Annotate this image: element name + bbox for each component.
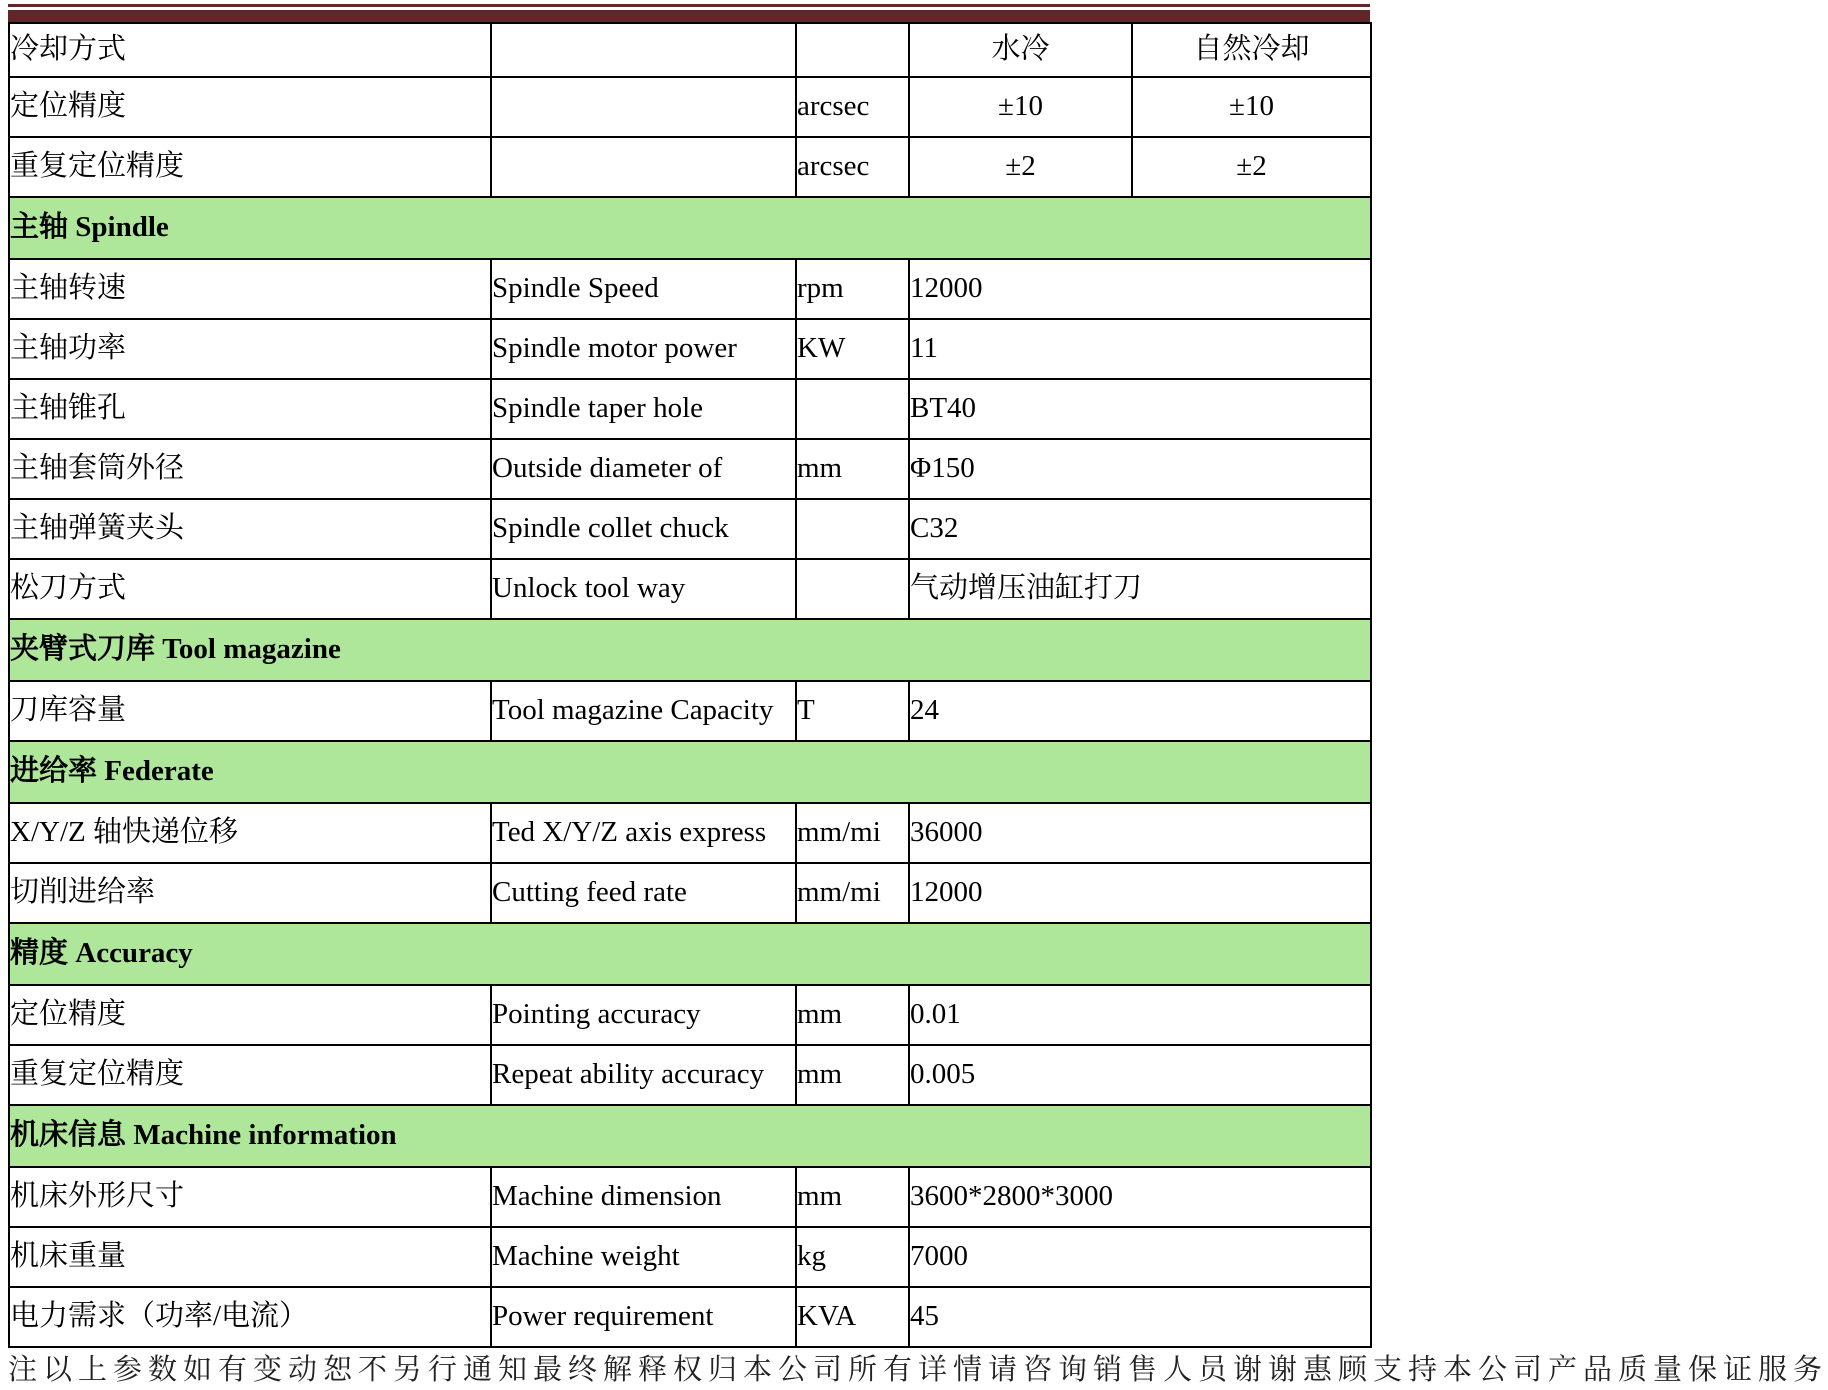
table-row [9,985,1371,1045]
spec-value: 36000 [909,803,1371,863]
spec-name-en [491,137,796,197]
spec-name-en: Spindle motor power [491,319,796,379]
spec-name-cn: 主轴转速 [9,259,491,319]
spec-value: 45 [909,1287,1371,1347]
spec-name-cn: 主轴锥孔 [9,379,491,439]
table-row [9,863,1371,923]
spec-unit: mm [796,1045,909,1105]
table-row [9,1045,1371,1105]
spec-name-cn: 机床重量 [9,1227,491,1287]
spec-unit [796,499,909,559]
top-rule-thick [8,10,1370,22]
spec-unit [796,23,909,77]
spec-name-cn: 切削进给率 [9,863,491,923]
spec-value: Φ150 [909,439,1371,499]
table-row [9,23,1371,77]
spec-name-en: Spindle Speed [491,259,796,319]
spec-name-en [491,23,796,77]
table-row [9,77,1371,137]
spec-unit: mm/mi [796,803,909,863]
section-header-row [9,923,1371,985]
section-header-federate: 进给率 Federate [9,741,1371,803]
spec-value: 12000 [909,259,1371,319]
spec-unit: KVA [796,1287,909,1347]
section-header-row [9,197,1371,259]
spec-name-en: Ted X/Y/Z axis express [491,803,796,863]
spec-name-en: Machine dimension [491,1167,796,1227]
spec-unit [796,559,909,619]
table-row [9,803,1371,863]
spec-value: 0.01 [909,985,1371,1045]
spec-unit: mm [796,985,909,1045]
section-header-spindle: 主轴 Spindle [9,197,1371,259]
spec-name-cn: 电力需求（功率/电流） [9,1287,491,1347]
spec-name-cn: 主轴套筒外径 [9,439,491,499]
spec-value: 7000 [909,1227,1371,1287]
spec-value-natural-cooling: 自然冷却 [1132,23,1371,77]
spec-value: 24 [909,681,1371,741]
spec-name-cn: 刀库容量 [9,681,491,741]
table-row [9,379,1371,439]
spec-name-en: Power requirement [491,1287,796,1347]
table-row [9,1287,1371,1347]
table-row [9,259,1371,319]
spec-unit [796,379,909,439]
spec-name-cn: 机床外形尺寸 [9,1167,491,1227]
table-row [9,1167,1371,1227]
spec-name-cn: 冷却方式 [9,23,491,77]
section-header-machine-information: 机床信息 Machine information [9,1105,1371,1167]
spec-name-cn: 重复定位精度 [9,137,491,197]
section-header-row [9,1105,1371,1167]
spec-value: 12000 [909,863,1371,923]
table-row [9,559,1371,619]
spec-name-en: Tool magazine Capacity [491,681,796,741]
top-rule-thin [8,4,1370,7]
spec-value-water-cooling: ±2 [909,137,1132,197]
table-row [9,439,1371,499]
spec-name-en: Repeat ability accuracy [491,1045,796,1105]
table-row [9,681,1371,741]
spec-name-cn: 定位精度 [9,77,491,137]
spec-unit: mm [796,439,909,499]
section-header-tool-magazine: 夹臂式刀库 Tool magazine [9,619,1371,681]
spec-value: 0.005 [909,1045,1371,1105]
spec-value-natural-cooling: ±2 [1132,137,1371,197]
spec-name-en: Unlock tool way [491,559,796,619]
spec-value: C32 [909,499,1371,559]
top-rules [8,0,1370,22]
section-header-row [9,741,1371,803]
spec-unit: rpm [796,259,909,319]
table-row [9,137,1371,197]
spec-name-en: Pointing accuracy [491,985,796,1045]
table-row [9,499,1371,559]
table-row [9,1227,1371,1287]
section-header-row [9,619,1371,681]
spec-name-en [491,77,796,137]
spec-value: 3600*2800*3000 [909,1167,1371,1227]
spec-unit: KW [796,319,909,379]
spec-name-cn: 定位精度 [9,985,491,1045]
spec-value-water-cooling: ±10 [909,77,1132,137]
table-row [9,319,1371,379]
spec-name-en: Outside diameter of [491,439,796,499]
spec-unit: T [796,681,909,741]
spec-name-en: Spindle taper hole [491,379,796,439]
spec-name-en: Cutting feed rate [491,863,796,923]
spec-name-cn: 主轴弹簧夹头 [9,499,491,559]
spec-value: 11 [909,319,1371,379]
spec-name-en: Machine weight [491,1227,796,1287]
spec-value-natural-cooling: ±10 [1132,77,1371,137]
spec-name-cn: X/Y/Z 轴快递位移 [9,803,491,863]
spec-name-cn: 重复定位精度 [9,1045,491,1105]
spec-table [8,22,1372,1348]
spec-value: BT40 [909,379,1371,439]
cut-off-text-line: 注以上参数如有变动恕不另行通知最终解释权归本公司所有详情请咨询销售人员谢谢惠顾支持本公司产品质量保证服务 [8,1354,1828,1386]
spec-unit: kg [796,1227,909,1287]
section-header-accuracy: 精度 Accuracy [9,923,1371,985]
spec-unit: arcsec [796,77,909,137]
spec-name-cn: 松刀方式 [9,559,491,619]
spec-name-en: Spindle collet chuck [491,499,796,559]
spec-name-cn: 主轴功率 [9,319,491,379]
spec-unit: mm [796,1167,909,1227]
spec-unit: arcsec [796,137,909,197]
spec-unit: mm/mi [796,863,909,923]
spec-value: 气动增压油缸打刀 [909,559,1371,619]
spec-value-water-cooling: 水冷 [909,23,1132,77]
